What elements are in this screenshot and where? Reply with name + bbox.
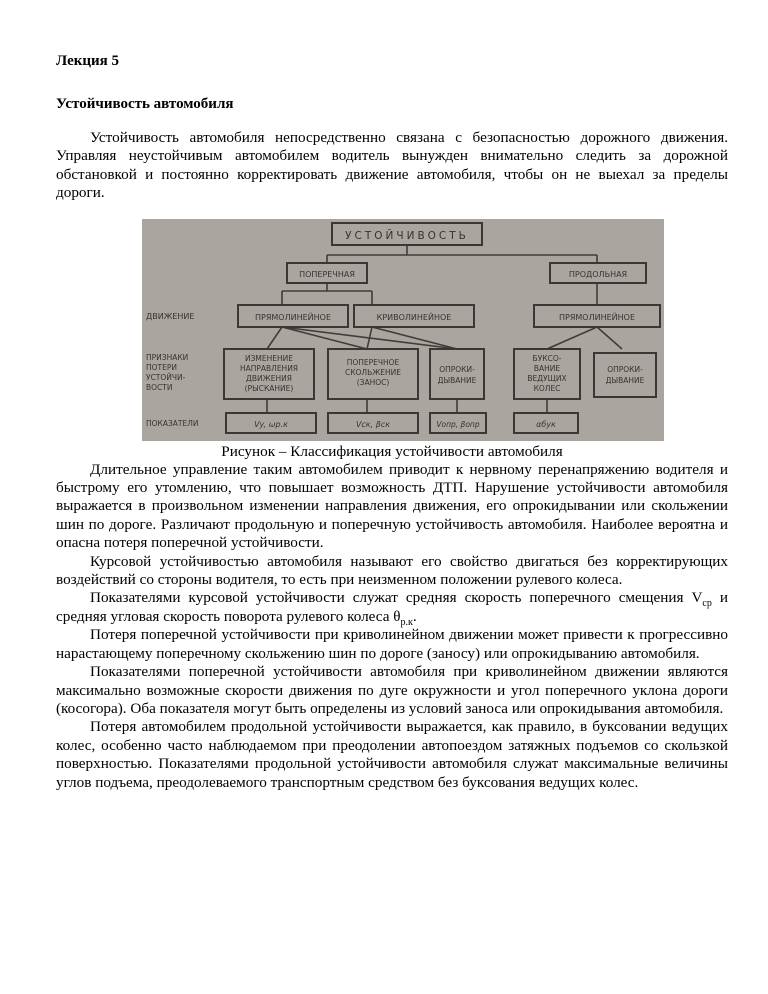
paragraph-5: Показателями поперечной устойчивости автомобиля при криволинейном движении являются максимально возможные скорости движения по дуге окружности и угол поперечного уклона дороги (косогора). Оба показателя могут быть определены из условий заноса или опрокидывания автомобиля. — [56, 663, 728, 717]
sign4-line3: ВЕДУЩИХ — [527, 373, 567, 383]
longitudinal-label: ПРОДОЛЬНАЯ — [568, 269, 628, 279]
sign3-box — [430, 349, 484, 399]
sign4-line1: БУКСО- — [532, 353, 562, 363]
v-subscript: ср — [702, 598, 712, 610]
row-signs-line3: УСТОЙЧИ- — [146, 372, 186, 382]
sign5-line1: ОПРОКИ- — [607, 364, 643, 374]
sign1-line4: (РЫСКАНИЕ) — [244, 383, 294, 393]
straight-long-label: ПРЯМОЛИНЕЙНОЕ — [558, 312, 636, 322]
curved-label: КРИВОЛИНЕЙНОЕ — [376, 312, 452, 322]
straight-label: ПРЯМОЛИНЕЙНОЕ — [254, 312, 332, 322]
theta-subscript: р.к — [400, 616, 413, 628]
sign1-line3: ДВИЖЕНИЯ — [246, 373, 292, 383]
sign2-line2: СКОЛЬЖЕНИЕ — [344, 367, 402, 377]
ind3-label: Vопр, βопр — [436, 419, 480, 429]
sign4-line2: ВАНИЕ — [533, 363, 561, 373]
sign1-line1: ИЗМЕНЕНИЕ — [245, 353, 293, 363]
lecture-title: Устойчивость автомобиля — [56, 96, 234, 112]
sign3-line1: ОПРОКИ- — [439, 364, 475, 374]
sign2-line3: (ЗАНОС) — [356, 377, 390, 387]
row-indicators-label: ПОКАЗАТЕЛИ — [146, 418, 199, 428]
row-signs-line2: ПОТЕРИ — [146, 362, 177, 372]
paragraph-3 — [56, 589, 728, 626]
ind4-label: αбук — [536, 419, 556, 429]
row-signs-line4: ВОСТИ — [146, 382, 173, 392]
sign4-line4: КОЛЕС — [533, 383, 561, 393]
sign5-line2: ДЫВАНИЕ — [605, 375, 645, 385]
paragraph-1: Длительное управление таким автомобилем приводит к нервному перенапряжению водителя и быстрому его утомлению, что повышает возможность ДТП. Нарушение устойчивости автомобиля выражается в произвольном изменении направления движения, его опрокидывании или скольжении шин по дороге. Различают продольную и поперечную устойчивость автомобиля. Наиболее вероятна и опасна потеря поперечной устойчивости. — [56, 460, 728, 552]
paragraph-4: Потеря поперечной устойчивости при криволинейном движении может привести к прогрессивно нарастающему поперечному скольжению шин по дороге (заносу) или опрокидыванию автомобиля. — [56, 626, 728, 662]
paragraph-3-part-b: и средняя угловая скорость поворота рулевого колеса θ — [56, 589, 728, 625]
paragraph-3-part-c: . — [412, 607, 417, 625]
document-page — [56, 40, 728, 792]
ind1-label: Vy, ωр.к — [254, 419, 288, 429]
sign1-line2: НАПРАВЛЕНИЯ — [239, 363, 299, 373]
sign5-box — [594, 353, 656, 397]
paragraph-2: Курсовой устойчивостью автомобиля называют его свойство двигаться без корректирующих воздействий со стороны водителя, то есть при неизменном положении рулевого колеса. — [56, 552, 728, 589]
intro-paragraph: Устойчивость автомобиля непосредственно связана с безопасностью дорожного движения. Управляя неустойчивым автомобилем водитель вынужден внимательно следить за дорожной обстановкой и постоянно корректировать движение автомобиля, чтобы он не выехал за пределы дороги. — [56, 129, 728, 202]
paragraph-3-part-a: Показателями курсовой устойчивости служат средняя скорость поперечного смещения V — [90, 589, 703, 607]
figure-caption: Рисунок – Классификация устойчивости автомобиля — [221, 442, 563, 460]
lecture-heading: Лекция 5 — [56, 53, 120, 69]
paragraph-6: Потеря автомобилем продольной устойчивости выражается, как правило, в буксовании ведущих колес, особенно часто наблюдаемом при преодолении автопоездом затяжных подъемов со скользкой поверхностью. Показателями продольной устойчивости автомобиля служат максимальные величины углов подъема, преодолеваемого транспортным средством без буксования ведущих колес. — [56, 718, 728, 791]
transverse-label: ПОПЕРЕЧНАЯ — [299, 269, 355, 279]
stability-classification-figure — [142, 219, 664, 441]
row-signs-line1: ПРИЗНАКИ — [146, 352, 189, 362]
sign3-line2: ДЫВАНИЕ — [437, 375, 477, 385]
classification-diagram — [142, 219, 664, 441]
row-motion-label: ДВИЖЕНИЕ — [146, 311, 195, 321]
ind2-label: Vск, βск — [355, 419, 391, 429]
root-label: УСТОЙЧИВОСТЬ — [345, 229, 469, 242]
sign2-line1: ПОПЕРЕЧНОЕ — [346, 357, 400, 367]
